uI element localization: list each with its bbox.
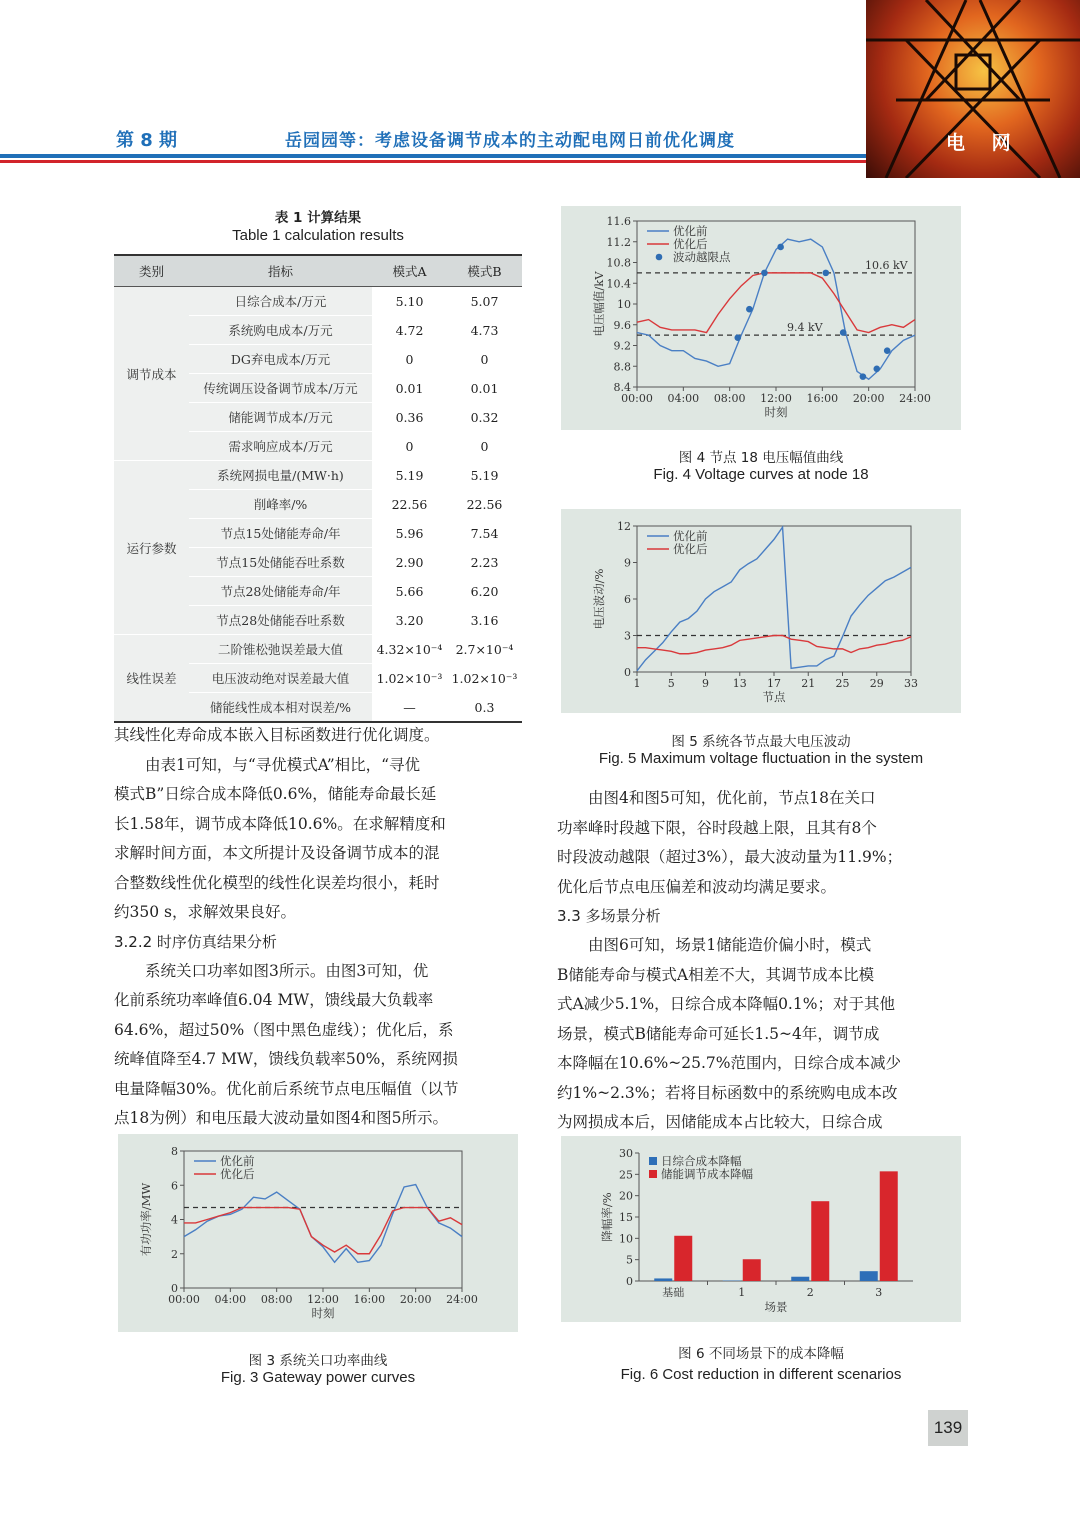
text-line: 由表1可知，与“寻优模式A”相比，“寻优 — [145, 755, 421, 774]
text-line: 式A减少5.1%，日综合成本降幅0.1%；对于其他 — [557, 995, 895, 1013]
y-tick-label: 9.6 — [613, 318, 631, 332]
fig4-chart — [561, 206, 961, 430]
table-value-cell: 1.02×10⁻³ — [372, 664, 447, 693]
y-axis-label: 电压波动/% — [592, 568, 606, 630]
limit-violation-point — [734, 334, 741, 341]
table-indicator-cell: 系统网损电量/(MW·h) — [189, 461, 372, 490]
x-tick-label: 1 — [738, 1286, 746, 1299]
y-tick-label: 9.2 — [613, 339, 631, 353]
y-tick-label: 30 — [619, 1147, 633, 1160]
fig5-panel — [561, 509, 961, 713]
table-category-cell: 调节成本 — [114, 287, 189, 461]
x-tick-label: 9 — [702, 677, 709, 690]
text-line: 统峰值降至4.7 MW，馈线负载率50%，系统网损 — [114, 1050, 458, 1068]
fig6-panel — [561, 1136, 961, 1322]
fig3-panel — [118, 1134, 518, 1332]
x-tick-label: 17 — [767, 677, 781, 690]
fig4-caption-en: Fig. 4 Voltage curves at node 18 — [653, 466, 869, 483]
table-row — [114, 461, 522, 490]
results-table — [114, 254, 522, 723]
x-tick-label: 基础 — [662, 1286, 685, 1299]
table1-caption-cn: 表 1 计算结果 — [274, 210, 362, 226]
table-indicator-cell: DG弃电成本/万元 — [189, 345, 372, 374]
fig6-caption-en: Fig. 6 Cost reduction in different scenarios — [620, 1366, 902, 1383]
table-indicator-cell: 二阶锥松弛误差最大值 — [189, 635, 372, 664]
section-heading-3-2-2: 3.2.2 时序仿真结果分析 — [114, 932, 277, 951]
x-tick-label: 08:00 — [713, 392, 746, 405]
table-indicator-cell: 需求响应成本/万元 — [189, 432, 372, 461]
x-tick-label: 12:00 — [307, 1293, 339, 1306]
x-tick-label: 29 — [869, 677, 884, 690]
table-value-cell: 0.01 — [447, 374, 522, 403]
table-row — [114, 287, 522, 316]
table-indicator-cell: 传统调压设备调节成本/万元 — [189, 374, 372, 403]
bar-daily-cost — [791, 1277, 809, 1281]
text-line: 为网损成本后，因储能成本占比较大，日综合成 — [557, 1113, 883, 1131]
y-tick-label: 12 — [617, 520, 631, 533]
table-value-cell: 4.73 — [447, 316, 522, 345]
x-tick-label: 12:00 — [760, 392, 792, 405]
limit-violation-point — [884, 347, 891, 354]
text-line: B储能寿命与模式A相差不大，其调节成本比模 — [557, 965, 875, 984]
table-value-cell: 5.10 — [395, 293, 424, 309]
fig3-caption-cn: 图 3 系统关口功率曲线 — [248, 1353, 388, 1369]
table-value-cell: 0.3 — [447, 693, 522, 723]
reference-line-label: 9.4 kV — [787, 321, 823, 335]
y-tick-label: 15 — [619, 1211, 633, 1224]
y-tick-label: 10.4 — [606, 277, 631, 291]
limit-violation-point — [873, 366, 880, 373]
text-line: 点18为例）和电压最大波动量如图4和图5所示。 — [114, 1109, 448, 1127]
fig4-caption-cn: 图 4 节点 18 电压幅值曲线 — [678, 450, 844, 466]
table-value-cell: 22.56 — [447, 490, 522, 519]
y-tick-label: 8 — [171, 1145, 178, 1158]
table-value-cell: — — [372, 693, 447, 723]
legend-swatch — [649, 1170, 657, 1178]
x-tick-label: 21 — [801, 677, 816, 690]
table-indicator-cell: 削峰率/% — [189, 490, 372, 519]
y-tick-label: 20 — [619, 1189, 633, 1203]
header-rule-red — [0, 160, 866, 163]
y-tick-label: 0 — [171, 1282, 178, 1295]
table-value-cell: 2.7×10⁻⁴ — [447, 635, 522, 664]
x-tick-label: 16:00 — [806, 392, 839, 405]
bar-storage-cost — [743, 1259, 761, 1281]
y-tick-label: 0 — [624, 666, 631, 679]
limit-violation-point — [823, 270, 830, 277]
paragraph-line: 其线性化寿命成本嵌入目标函数进行优化调度。 — [114, 726, 440, 744]
table-value-cell: 0 — [372, 432, 447, 461]
x-tick-label: 24:00 — [899, 392, 931, 405]
legend-label: 优化后 — [673, 237, 708, 251]
table-value-cell: 7.54 — [447, 519, 522, 548]
y-tick-label: 0 — [626, 1275, 633, 1288]
fig3-caption-en: Fig. 3 Gateway power curves — [220, 1369, 416, 1386]
paragraph-results — [114, 751, 522, 928]
y-axis-label: 有功功率/MW — [139, 1182, 153, 1257]
text-line: 系统关口功率如图3所示。由图3可知，优 — [145, 961, 429, 980]
table-value-cell: 2.23 — [447, 548, 522, 577]
x-tick-label: 16:00 — [353, 1293, 386, 1306]
table-value-cell: 5.07 — [470, 293, 499, 309]
y-axis-label: 电压幅值/kV — [592, 271, 606, 337]
paragraph-simulation — [114, 957, 522, 1134]
x-tick-label: 5 — [667, 677, 675, 690]
x-tick-label: 3 — [875, 1286, 883, 1299]
x-tick-label: 33 — [904, 677, 918, 690]
running-title: 岳园园等：考虑设备调节成本的主动配电网日前优化调度 — [285, 131, 735, 151]
legend-label: 优化后 — [220, 1167, 255, 1181]
bar-storage-cost — [811, 1201, 829, 1281]
table1-caption-en: Table 1 calculation results — [232, 227, 404, 244]
fig6-chart — [561, 1136, 961, 1322]
table-value-cell: 3.20 — [372, 606, 447, 635]
x-axis-label: 节点 — [762, 690, 786, 704]
text-line: 64.6%，超过50%（图中黑色虚线）；优化后，系 — [114, 1020, 454, 1039]
series-line-before — [184, 1185, 462, 1263]
text-line: 约350 s，求解效果良好。 — [114, 903, 296, 921]
bar-storage-cost — [880, 1171, 898, 1281]
legend-marker — [656, 254, 663, 261]
limit-violation-point — [761, 270, 768, 277]
y-tick-label: 9 — [624, 556, 631, 570]
table-indicator-cell: 节点15处储能寿命/年 — [189, 519, 372, 548]
y-tick-label: 11.2 — [606, 235, 631, 249]
y-tick-label: 6 — [624, 593, 631, 606]
x-tick-label: 13 — [732, 677, 747, 690]
table-body — [114, 287, 522, 723]
x-tick-label: 08:00 — [260, 1293, 293, 1306]
legend-label: 日综合成本降幅 — [661, 1154, 742, 1168]
text-line: 优化后节点电压偏差和波动均满足要求。 — [557, 877, 837, 896]
section-heading-3-3: 3.3 多场景分析 — [557, 907, 661, 925]
series-line-after — [637, 636, 911, 654]
x-axis-label: 场景 — [764, 1300, 788, 1314]
limit-violation-point — [860, 373, 867, 380]
table-value-cell: 4.72 — [372, 316, 447, 345]
header-rule-blue — [0, 154, 866, 158]
fig4-panel — [561, 206, 961, 430]
y-tick-label: 10 — [617, 298, 631, 311]
page-number: 139 — [928, 1410, 968, 1446]
y-tick-label: 11.6 — [606, 215, 631, 228]
table-value-cell: 0 — [447, 432, 522, 461]
legend-label: 储能调节成本降幅 — [661, 1167, 753, 1181]
fig5-caption-en: Fig. 5 Maximum voltage fluctuation in the system — [598, 750, 924, 767]
y-tick-label: 2 — [171, 1247, 178, 1261]
series-line-after — [637, 273, 915, 333]
x-tick-label: 04:00 — [214, 1293, 247, 1306]
issue-number: 第 8 期 — [116, 130, 178, 151]
fig5-chart — [561, 509, 961, 713]
table-indicator-cell: 节点28处储能吞吐系数 — [189, 606, 372, 635]
right-text-block — [557, 784, 965, 1138]
table-value-cell: 22.56 — [372, 490, 447, 519]
col-header-mode-a: 模式A — [372, 255, 447, 287]
table-value-cell: 0.01 — [372, 374, 447, 403]
fig5-caption-cn: 图 5 系统各节点最大电压波动 — [671, 734, 851, 750]
y-tick-label: 6 — [171, 1179, 178, 1193]
table-value-cell: 5.19 — [447, 461, 522, 490]
x-axis-label: 时刻 — [311, 1306, 335, 1320]
paragraph-voltage — [557, 784, 965, 902]
table-category-cell: 线性误差 — [114, 635, 189, 723]
paragraph-scenarios — [557, 931, 965, 1138]
bar-daily-cost — [860, 1271, 878, 1281]
y-tick-label: 10.8 — [606, 256, 631, 270]
table-value-cell: 0 — [372, 345, 447, 374]
x-tick-label: 1 — [633, 677, 641, 690]
journal-name: 电 网 — [946, 132, 1021, 154]
x-tick-label: 2 — [806, 1286, 814, 1299]
limit-violation-point — [840, 329, 847, 336]
x-tick-label: 25 — [835, 677, 850, 690]
bar-storage-cost — [674, 1236, 692, 1281]
table-indicator-cell: 储能线性成本相对误差/% — [189, 693, 372, 723]
x-tick-label: 24:00 — [446, 1293, 478, 1306]
left-text-block — [114, 721, 522, 1134]
x-tick-label: 00:00 — [168, 1293, 200, 1306]
text-line: 电量降幅30%。优化前后系统节点电压幅值（以节 — [114, 1079, 459, 1098]
table-indicator-cell: 电压波动绝对误差最大值 — [189, 664, 372, 693]
table-value-cell: 5.19 — [372, 461, 447, 490]
y-tick-label: 8.8 — [613, 360, 631, 374]
text-line: 模式B”日综合成本降低0.6%，储能寿命最长延 — [114, 785, 437, 803]
table-header-row — [114, 255, 522, 287]
table-indicator-cell: 日综合成本/万元 — [189, 287, 372, 316]
table-value-cell: 2.90 — [372, 548, 447, 577]
table-value-cell: 5.66 — [372, 577, 447, 606]
legend-label: 优化前 — [220, 1154, 255, 1168]
bar-daily-cost — [654, 1278, 672, 1281]
table-value-cell: 1.02×10⁻³ — [447, 664, 522, 693]
y-axis-label: 降幅率/% — [600, 1192, 614, 1242]
table-indicator-cell: 节点28处储能寿命/年 — [189, 577, 372, 606]
limit-violation-point — [746, 306, 753, 313]
y-tick-label: 5 — [626, 1253, 633, 1267]
text-line: 功率峰时段越下限，谷时段越上限，且其有8个 — [557, 818, 877, 837]
limit-violation-point — [777, 244, 784, 251]
table-category-cell: 运行参数 — [114, 461, 189, 635]
y-tick-label: 10 — [619, 1232, 633, 1246]
y-tick-label: 8.4 — [613, 381, 631, 394]
legend-label: 优化前 — [673, 224, 708, 238]
table-indicator-cell: 节点15处储能吞吐系数 — [189, 548, 372, 577]
text-line: 由图4和图5可知，优化前，节点18在关口 — [588, 789, 876, 807]
text-line: 合整数线性优化模型的线性化误差均很小，耗时 — [114, 873, 440, 892]
col-header-mode-b: 模式B — [447, 255, 522, 287]
legend-swatch — [649, 1157, 657, 1165]
table-value-cell: 0 — [447, 345, 522, 374]
table-value-cell: 0.32 — [447, 403, 522, 432]
x-tick-label: 00:00 — [621, 392, 653, 405]
x-tick-label: 04:00 — [667, 392, 700, 405]
y-tick-label: 25 — [619, 1168, 633, 1182]
text-line: 时段波动越限（超过3%），最大波动量为11.9%； — [557, 848, 903, 866]
table-value-cell: 0.36 — [372, 403, 447, 432]
col-header-indicator: 指标 — [189, 255, 372, 287]
table-value-cell: 4.32×10⁻⁴ — [372, 635, 447, 664]
y-tick-label: 3 — [624, 629, 631, 643]
fig3-chart — [118, 1134, 518, 1332]
x-tick-label: 20:00 — [852, 392, 885, 405]
table-value-cell: 6.20 — [447, 577, 522, 606]
table-indicator-cell: 系统购电成本/万元 — [189, 316, 372, 345]
table-value-cell: 5.96 — [372, 519, 447, 548]
fig6-caption-cn: 图 6 不同场景下的成本降幅 — [678, 1346, 844, 1362]
x-axis-label: 时刻 — [764, 405, 788, 419]
text-line: 长1.58年，调节成本降低10.6%。在求解精度和 — [114, 814, 446, 833]
text-line: 求解时间方面，本文所提计及设备调节成本的混 — [114, 844, 440, 862]
legend-label: 优化前 — [673, 529, 708, 543]
table-row — [114, 635, 522, 664]
text-line: 约1%~2.3%；若将目标函数中的系统购电成本改 — [557, 1083, 898, 1102]
table-indicator-cell: 储能调节成本/万元 — [189, 403, 372, 432]
legend-label: 优化后 — [673, 542, 708, 556]
x-tick-label: 20:00 — [399, 1293, 432, 1306]
text-line: 本降幅在10.6%~25.7%范围内，日综合成本减少 — [557, 1054, 901, 1072]
text-line: 化前系统功率峰值6.04 MW，馈线最大负载率 — [114, 991, 434, 1009]
y-tick-label: 4 — [171, 1213, 178, 1227]
text-line: 场景，模式B储能寿命可延长1.5~4年，调节成 — [557, 1024, 880, 1043]
table-value-cell: 3.16 — [447, 606, 522, 635]
text-line: 由图6可知，场景1储能造价偏小时，模式 — [588, 936, 872, 954]
reference-line-label: 10.6 kV — [865, 258, 908, 272]
col-header-category: 类别 — [114, 255, 189, 287]
legend-label: 波动越限点 — [673, 250, 731, 264]
